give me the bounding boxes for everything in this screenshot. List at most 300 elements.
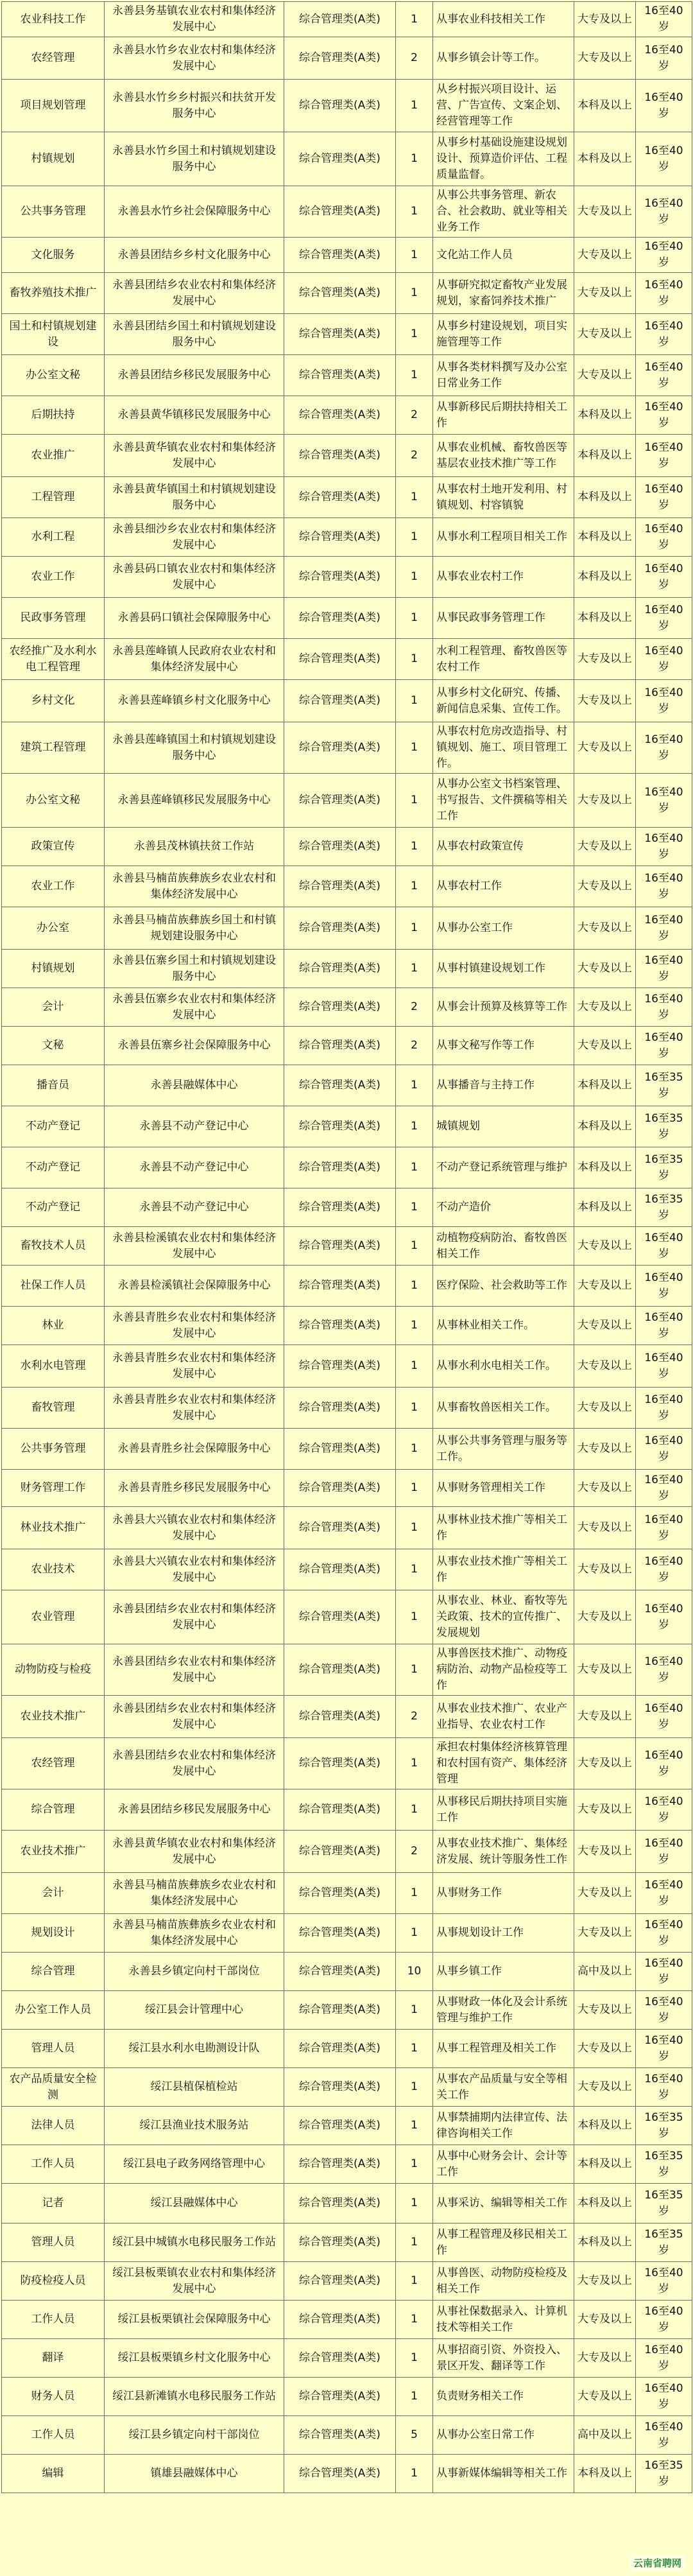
- cell-education: 本科及以上: [574, 2184, 636, 2224]
- cell-education: 本科及以上: [574, 477, 636, 518]
- cell-education: 大专及以上: [574, 2068, 636, 2107]
- cell-education: 大专及以上: [574, 722, 636, 774]
- table-row: [2, 988, 692, 1027]
- cell-education: 大专及以上: [574, 950, 636, 988]
- table-row: [2, 2224, 692, 2262]
- cell-job-title: 民政事务管理: [2, 598, 105, 639]
- cell-count: 2: [396, 37, 433, 80]
- cell-department: 永善县青胜乡农业农村和集体经济发展中心: [105, 1345, 284, 1388]
- cell-category: 综合管理类(A类): [284, 1227, 396, 1266]
- cell-department: 永善县融媒体中心: [105, 1065, 284, 1106]
- cell-category: 综合管理类(A类): [284, 1914, 396, 1953]
- cell-count: 1: [396, 1507, 433, 1549]
- cell-count: 1: [396, 2145, 433, 2184]
- cell-job-title: 办公室文秘: [2, 774, 105, 828]
- cell-category: 综合管理类(A类): [284, 639, 396, 680]
- table-row: [2, 2107, 692, 2145]
- cell-department: 永善县团结乡农业农村和集体经济发展中心: [105, 1696, 284, 1738]
- cell-job-title: 财务管理工作: [2, 1470, 105, 1507]
- cell-count: 1: [396, 2, 433, 37]
- cell-department: 绥江县板栗镇农业农村和集体经济发展中心: [105, 2262, 284, 2301]
- cell-duties: 从事村镇建设规划工作: [433, 950, 574, 988]
- cell-count: 1: [396, 1307, 433, 1345]
- cell-age: 16至40岁: [636, 1789, 692, 1831]
- cell-education: 大专及以上: [574, 2262, 636, 2301]
- cell-job-title: 农业科技工作: [2, 2, 105, 37]
- cell-duties: 从事农产品质量与安全等相关工作: [433, 2068, 574, 2107]
- cell-job-title: 林业: [2, 1307, 105, 1345]
- cell-education: 大专及以上: [574, 314, 636, 355]
- cell-education: 本科及以上: [574, 557, 636, 598]
- cell-duties: 从事各类材料撰写及办公室日常业务工作: [433, 355, 574, 396]
- table-row: [2, 314, 692, 355]
- cell-duties: 从事农业技术推广、农业产业指导、农业农村工作: [433, 1696, 574, 1738]
- table-row: [2, 2030, 692, 2068]
- cell-age: 16至35岁: [636, 2455, 692, 2493]
- cell-job-title: 村镇规划: [2, 132, 105, 186]
- cell-count: 1: [396, 1227, 433, 1266]
- cell-duties: 医疗保险、社会救助等工作: [433, 1266, 574, 1307]
- cell-age: 16至40岁: [636, 1831, 692, 1873]
- cell-job-title: 不动产登记: [2, 1147, 105, 1188]
- cell-count: 1: [396, 2068, 433, 2107]
- cell-duties: 从事农村危房改造指导、村镇规划、施工、项目管理工作。: [433, 722, 574, 774]
- cell-department: 永善县务基镇农业农村和集体经济发展中心: [105, 2, 284, 37]
- cell-category: 综合管理类(A类): [284, 1266, 396, 1307]
- cell-education: 本科及以上: [574, 1065, 636, 1106]
- cell-department: 永善县水竹乡农业农村和集体经济发展中心: [105, 37, 284, 80]
- cell-job-title: 财务人员: [2, 2378, 105, 2416]
- cell-age: 16至40岁: [636, 2030, 692, 2068]
- cell-duties: 从事水利工程项目相关工作: [433, 518, 574, 557]
- cell-category: 综合管理类(A类): [284, 396, 396, 435]
- table-row: [2, 866, 692, 907]
- cell-age: 16至40岁: [636, 1644, 692, 1696]
- jobs-table: [1, 1, 692, 2493]
- cell-count: 1: [396, 1147, 433, 1188]
- cell-job-title: 不动产登记: [2, 1188, 105, 1227]
- cell-department: 永善县黄华镇农业农村和集体经济发展中心: [105, 1831, 284, 1873]
- cell-job-title: 工作人员: [2, 2301, 105, 2339]
- cell-age: 16至40岁: [636, 2262, 692, 2301]
- cell-category: 综合管理类(A类): [284, 1429, 396, 1470]
- cell-duties: 从事民政事务管理工作: [433, 598, 574, 639]
- table-row: [2, 907, 692, 950]
- cell-duties: 从事乡村建设规划，项目实施管理等工作: [433, 314, 574, 355]
- cell-count: 1: [396, 866, 433, 907]
- cell-job-title: 畜牧技术人员: [2, 1227, 105, 1266]
- cell-duties: 不动产造价: [433, 1188, 574, 1227]
- cell-job-title: 林业技术推广: [2, 1507, 105, 1549]
- cell-age: 16至35岁: [636, 1106, 692, 1147]
- cell-category: 综合管理类(A类): [284, 557, 396, 598]
- table-row: [2, 680, 692, 722]
- cell-age: 16至40岁: [636, 132, 692, 186]
- cell-duties: 承担农村集体经济核算管理和农村国有资产、集体经济管理: [433, 1738, 574, 1789]
- cell-count: 1: [396, 1266, 433, 1307]
- cell-duties: 从事乡村基础设施建设规划设计、预算造价评估、工程质量监督。: [433, 132, 574, 186]
- cell-duties: 从事兽医技术推广、动物疫病防治、动物产品检疫等工作: [433, 1644, 574, 1696]
- cell-department: 永善县不动产登记中心: [105, 1147, 284, 1188]
- cell-category: 综合管理类(A类): [284, 2145, 396, 2184]
- cell-education: 本科及以上: [574, 80, 636, 132]
- cell-duties: 从事文秘写作等工作: [433, 1027, 574, 1065]
- cell-department: 永善县不动产登记中心: [105, 1106, 284, 1147]
- cell-job-title: 农业工作: [2, 866, 105, 907]
- cell-job-title: 农经管理: [2, 37, 105, 80]
- cell-job-title: 综合管理: [2, 1789, 105, 1831]
- cell-duties: 从事农业科技相关工作: [433, 2, 574, 37]
- table-row: [2, 1065, 692, 1106]
- table-row: [2, 80, 692, 132]
- cell-education: 本科及以上: [574, 1188, 636, 1227]
- cell-education: 大专及以上: [574, 1307, 636, 1345]
- cell-job-title: 农产品质量安全检测: [2, 2068, 105, 2107]
- cell-department: 永善县伍寨乡社会保障服务中心: [105, 1027, 284, 1065]
- cell-education: 大专及以上: [574, 907, 636, 950]
- cell-duties: 从事禁捕期内法律宣传、法律咨询相关工作: [433, 2107, 574, 2145]
- cell-education: 大专及以上: [574, 238, 636, 273]
- cell-education: 本科及以上: [574, 2224, 636, 2262]
- cell-department: 永善县水竹乡国土和村镇规划建设服务中心: [105, 132, 284, 186]
- table-row: [2, 828, 692, 866]
- cell-count: 1: [396, 2378, 433, 2416]
- cell-job-title: 办公室文秘: [2, 355, 105, 396]
- cell-job-title: 后期扶持: [2, 396, 105, 435]
- cell-category: 综合管理类(A类): [284, 1953, 396, 1991]
- table-row: [2, 1789, 692, 1831]
- cell-job-title: 会计: [2, 1873, 105, 1914]
- cell-duties: 从乡村振兴项目设计、运营、广告宣传、文案企划、经营管理等工作: [433, 80, 574, 132]
- cell-department: 永善县马楠苗族彝族乡国土和村镇规划建设服务中心: [105, 907, 284, 950]
- cell-category: 综合管理类(A类): [284, 1307, 396, 1345]
- cell-duties: 从事新移民后期扶持相关工作: [433, 396, 574, 435]
- cell-age: 16至40岁: [636, 1914, 692, 1953]
- table-row: [2, 2262, 692, 2301]
- cell-department: 永善县马楠苗族彝族乡农业农村和集体经济发展中心: [105, 866, 284, 907]
- cell-department: 永善县团结乡移民发展服务中心: [105, 1789, 284, 1831]
- cell-count: 1: [396, 1738, 433, 1789]
- cell-category: 综合管理类(A类): [284, 186, 396, 238]
- cell-category: 综合管理类(A类): [284, 2184, 396, 2224]
- cell-department: 永善县黄华镇移民发展服务中心: [105, 396, 284, 435]
- cell-count: 1: [396, 186, 433, 238]
- cell-duties: 文化站工作人员: [433, 238, 574, 273]
- table-row: [2, 2339, 692, 2378]
- cell-age: 16至40岁: [636, 1590, 692, 1644]
- cell-job-title: 国土和村镇规划建设: [2, 314, 105, 355]
- table-row: [2, 2378, 692, 2416]
- cell-category: 综合管理类(A类): [284, 1388, 396, 1429]
- cell-duties: 从事农业、林业、畜牧等先关政策、技术的宣传推广、发展规划: [433, 1590, 574, 1644]
- cell-category: 综合管理类(A类): [284, 2, 396, 37]
- cell-category: 综合管理类(A类): [284, 2068, 396, 2107]
- cell-duties: 从事乡镇工作: [433, 1953, 574, 1991]
- cell-education: 大专及以上: [574, 680, 636, 722]
- cell-education: 本科及以上: [574, 1106, 636, 1147]
- table-row: [2, 1590, 692, 1644]
- cell-education: 大专及以上: [574, 1873, 636, 1914]
- table-row: [2, 1953, 692, 1991]
- cell-job-title: 工作人员: [2, 2145, 105, 2184]
- cell-category: 综合管理类(A类): [284, 866, 396, 907]
- cell-job-title: 村镇规划: [2, 950, 105, 988]
- cell-count: 1: [396, 477, 433, 518]
- cell-age: 16至40岁: [636, 1227, 692, 1266]
- cell-category: 综合管理类(A类): [284, 1065, 396, 1106]
- table-row: [2, 518, 692, 557]
- cell-category: 综合管理类(A类): [284, 1549, 396, 1590]
- cell-education: 本科及以上: [574, 2107, 636, 2145]
- cell-department: 绥江县渔业技术服务站: [105, 2107, 284, 2145]
- table-row: [2, 37, 692, 80]
- cell-education: 大专及以上: [574, 1914, 636, 1953]
- table-row: [2, 477, 692, 518]
- cell-category: 综合管理类(A类): [284, 1188, 396, 1227]
- table-row: [2, 1914, 692, 1953]
- cell-job-title: 规划设计: [2, 1914, 105, 1953]
- cell-department: 绥江县板栗镇社会保障服务中心: [105, 2301, 284, 2339]
- cell-department: 永善县检溪镇农业农村和集体经济发展中心: [105, 1227, 284, 1266]
- table-row: [2, 1227, 692, 1266]
- cell-count: 5: [396, 2416, 433, 2455]
- cell-duties: 从事社保数据录入、计算机技术等相关工作: [433, 2301, 574, 2339]
- cell-count: 1: [396, 774, 433, 828]
- cell-job-title: 农业工作: [2, 557, 105, 598]
- cell-age: 16至40岁: [636, 37, 692, 80]
- cell-education: 大专及以上: [574, 2, 636, 37]
- cell-age: 16至40岁: [636, 1953, 692, 1991]
- cell-age: 16至40岁: [636, 774, 692, 828]
- cell-age: 16至40岁: [636, 2, 692, 37]
- cell-education: 大专及以上: [574, 355, 636, 396]
- cell-department: 永善县码口镇社会保障服务中心: [105, 598, 284, 639]
- cell-education: 大专及以上: [574, 37, 636, 80]
- cell-age: 16至40岁: [636, 866, 692, 907]
- cell-count: 1: [396, 2107, 433, 2145]
- table-row: [2, 1188, 692, 1227]
- table-row: [2, 557, 692, 598]
- cell-category: 综合管理类(A类): [284, 988, 396, 1027]
- cell-count: 1: [396, 557, 433, 598]
- cell-age: 16至40岁: [636, 1507, 692, 1549]
- cell-category: 综合管理类(A类): [284, 518, 396, 557]
- cell-duties: 从事乡村文化研究、传播、新闻信息采集、宣传工作。: [433, 680, 574, 722]
- cell-count: 1: [396, 907, 433, 950]
- cell-age: 16至40岁: [636, 950, 692, 988]
- cell-count: 2: [396, 396, 433, 435]
- cell-category: 综合管理类(A类): [284, 828, 396, 866]
- cell-job-title: 农业技术推广: [2, 1696, 105, 1738]
- cell-count: 1: [396, 828, 433, 866]
- table-row: [2, 598, 692, 639]
- cell-duties: 从事办公室文书档案管理、书写报告、文件撰稿等相关工作: [433, 774, 574, 828]
- cell-education: 本科及以上: [574, 435, 636, 477]
- table-row: [2, 1738, 692, 1789]
- cell-education: 大专及以上: [574, 1266, 636, 1307]
- cell-duties: 从事公共事务管理与服务等工作。: [433, 1429, 574, 1470]
- cell-category: 综合管理类(A类): [284, 2107, 396, 2145]
- cell-category: 综合管理类(A类): [284, 355, 396, 396]
- cell-age: 16至40岁: [636, 1738, 692, 1789]
- cell-age: 16至40岁: [636, 2339, 692, 2378]
- cell-education: 大专及以上: [574, 1991, 636, 2030]
- cell-duties: 从事农业技术推广、集体经济发展、统计等服务性工作: [433, 1831, 574, 1873]
- cell-category: 综合管理类(A类): [284, 2030, 396, 2068]
- cell-job-title: 农业推广: [2, 435, 105, 477]
- cell-category: 综合管理类(A类): [284, 1345, 396, 1388]
- table-row: [2, 639, 692, 680]
- cell-department: 绥江县板栗镇乡村文化服务中心: [105, 2339, 284, 2378]
- cell-education: 大专及以上: [574, 1590, 636, 1644]
- cell-duties: 从事农业农村工作: [433, 557, 574, 598]
- cell-count: 1: [396, 518, 433, 557]
- cell-duties: 从事办公室日常工作: [433, 2416, 574, 2455]
- cell-department: 绥江县会计管理中心: [105, 1991, 284, 2030]
- cell-education: 高中及以上: [574, 1953, 636, 1991]
- cell-category: 综合管理类(A类): [284, 774, 396, 828]
- cell-job-title: 乡村文化: [2, 680, 105, 722]
- cell-duties: 从事播音与主持工作: [433, 1065, 574, 1106]
- cell-count: 1: [396, 1429, 433, 1470]
- cell-duties: 不动产登记系统管理与维护: [433, 1147, 574, 1188]
- cell-age: 16至40岁: [636, 435, 692, 477]
- cell-education: 高中及以上: [574, 2416, 636, 2455]
- cell-department: 永善县检溪镇社会保障服务中心: [105, 1266, 284, 1307]
- cell-education: 大专及以上: [574, 1507, 636, 1549]
- cell-education: 大专及以上: [574, 866, 636, 907]
- cell-category: 综合管理类(A类): [284, 1696, 396, 1738]
- cell-age: 16至40岁: [636, 680, 692, 722]
- table-row: [2, 1106, 692, 1147]
- cell-age: 16至40岁: [636, 1549, 692, 1590]
- cell-category: 综合管理类(A类): [284, 1738, 396, 1789]
- cell-duties: 负责财务相关工作: [433, 2378, 574, 2416]
- cell-category: 综合管理类(A类): [284, 1590, 396, 1644]
- cell-category: 综合管理类(A类): [284, 907, 396, 950]
- cell-education: 大专及以上: [574, 2030, 636, 2068]
- cell-job-title: 工作人员: [2, 2416, 105, 2455]
- cell-age: 16至40岁: [636, 1429, 692, 1470]
- cell-job-title: 社保工作人员: [2, 1266, 105, 1307]
- cell-education: 本科及以上: [574, 518, 636, 557]
- cell-duties: 从事办公室工作: [433, 907, 574, 950]
- cell-age: 16至40岁: [636, 988, 692, 1027]
- cell-education: 本科及以上: [574, 598, 636, 639]
- cell-age: 16至40岁: [636, 2416, 692, 2455]
- cell-department: 永善县马楠苗族彝族乡农业农村和集体经济发展中心: [105, 1914, 284, 1953]
- cell-duties: 从事林业相关工作。: [433, 1307, 574, 1345]
- cell-age: 16至40岁: [636, 907, 692, 950]
- cell-department: 永善县细沙乡农业农村和集体经济发展中心: [105, 518, 284, 557]
- cell-department: 永善县码口镇农业农村和集体经济发展中心: [105, 557, 284, 598]
- cell-age: 16至35岁: [636, 1147, 692, 1188]
- table-row: [2, 435, 692, 477]
- cell-education: 大专及以上: [574, 2378, 636, 2416]
- cell-job-title: 动物防疫与检疫: [2, 1644, 105, 1696]
- cell-category: 综合管理类(A类): [284, 1789, 396, 1831]
- cell-education: 大专及以上: [574, 1644, 636, 1696]
- cell-education: 大专及以上: [574, 2301, 636, 2339]
- cell-category: 综合管理类(A类): [284, 1831, 396, 1873]
- cell-job-title: 公共事务管理: [2, 1429, 105, 1470]
- cell-department: 永善县大兴镇农业农村和集体经济发展中心: [105, 1507, 284, 1549]
- cell-duties: 城镇规划: [433, 1106, 574, 1147]
- cell-department: 永善县团结乡农业农村和集体经济发展中心: [105, 1644, 284, 1696]
- cell-department: 永善县团结乡农业农村和集体经济发展中心: [105, 1590, 284, 1644]
- cell-count: 1: [396, 2301, 433, 2339]
- cell-job-title: 农业技术推广: [2, 1831, 105, 1873]
- cell-education: 本科及以上: [574, 2145, 636, 2184]
- cell-count: 1: [396, 273, 433, 314]
- cell-category: 综合管理类(A类): [284, 950, 396, 988]
- table-row: [2, 1307, 692, 1345]
- cell-count: 1: [396, 1914, 433, 1953]
- cell-age: 16至40岁: [636, 314, 692, 355]
- cell-count: 1: [396, 2262, 433, 2301]
- cell-job-title: 农经管理: [2, 1738, 105, 1789]
- cell-count: 1: [396, 314, 433, 355]
- cell-age: 16至35岁: [636, 2184, 692, 2224]
- cell-age: 16至35岁: [636, 2224, 692, 2262]
- cell-category: 综合管理类(A类): [284, 2378, 396, 2416]
- cell-count: 10: [396, 1953, 433, 1991]
- cell-age: 16至40岁: [636, 1991, 692, 2030]
- cell-age: 16至40岁: [636, 1470, 692, 1507]
- cell-department: 绥江县植保植检站: [105, 2068, 284, 2107]
- cell-job-title: 管理人员: [2, 2030, 105, 2068]
- cell-duties: 从事畜牧兽医相关工作。: [433, 1388, 574, 1429]
- table-row: [2, 186, 692, 238]
- cell-education: 大专及以上: [574, 273, 636, 314]
- cell-duties: 从事规划设计工作: [433, 1914, 574, 1953]
- cell-department: 绥江县融媒体中心: [105, 2184, 284, 2224]
- cell-education: 本科及以上: [574, 2455, 636, 2493]
- cell-job-title: 会计: [2, 988, 105, 1027]
- cell-job-title: 畜牧养殖技术推广: [2, 273, 105, 314]
- cell-duties: 从事移民后期扶持项目实施工作: [433, 1789, 574, 1831]
- watermark: 云南省聘网: [629, 2555, 685, 2571]
- table-row: [2, 1696, 692, 1738]
- cell-count: 2: [396, 988, 433, 1027]
- cell-category: 综合管理类(A类): [284, 2416, 396, 2455]
- cell-duties: 从事财务工作: [433, 1873, 574, 1914]
- cell-duties: 从事公共事务管理、新农合、社会救助、就业等相关业务工作: [433, 186, 574, 238]
- cell-age: 16至40岁: [636, 639, 692, 680]
- cell-age: 16至40岁: [636, 1266, 692, 1307]
- cell-age: 16至40岁: [636, 477, 692, 518]
- cell-department: 镇雄县融媒体中心: [105, 2455, 284, 2493]
- cell-age: 16至40岁: [636, 238, 692, 273]
- cell-age: 16至40岁: [636, 1027, 692, 1065]
- table-row: [2, 1991, 692, 2030]
- cell-age: 16至40岁: [636, 518, 692, 557]
- cell-duties: 动植物疫病防治、畜牧兽医相关工作: [433, 1227, 574, 1266]
- cell-department: 永善县莲峰镇国土和村镇规划建设服务中心: [105, 722, 284, 774]
- cell-job-title: 记者: [2, 2184, 105, 2224]
- cell-age: 16至35岁: [636, 1188, 692, 1227]
- cell-job-title: 农经推广及水利水电工程管理: [2, 639, 105, 680]
- table-row: [2, 355, 692, 396]
- cell-job-title: 水利水电管理: [2, 1345, 105, 1388]
- cell-age: 16至40岁: [636, 355, 692, 396]
- cell-age: 16至40岁: [636, 2378, 692, 2416]
- cell-education: 大专及以上: [574, 988, 636, 1027]
- cell-job-title: 编辑: [2, 2455, 105, 2493]
- cell-duties: 从事农村工作: [433, 866, 574, 907]
- cell-education: 大专及以上: [574, 2339, 636, 2378]
- cell-category: 综合管理类(A类): [284, 722, 396, 774]
